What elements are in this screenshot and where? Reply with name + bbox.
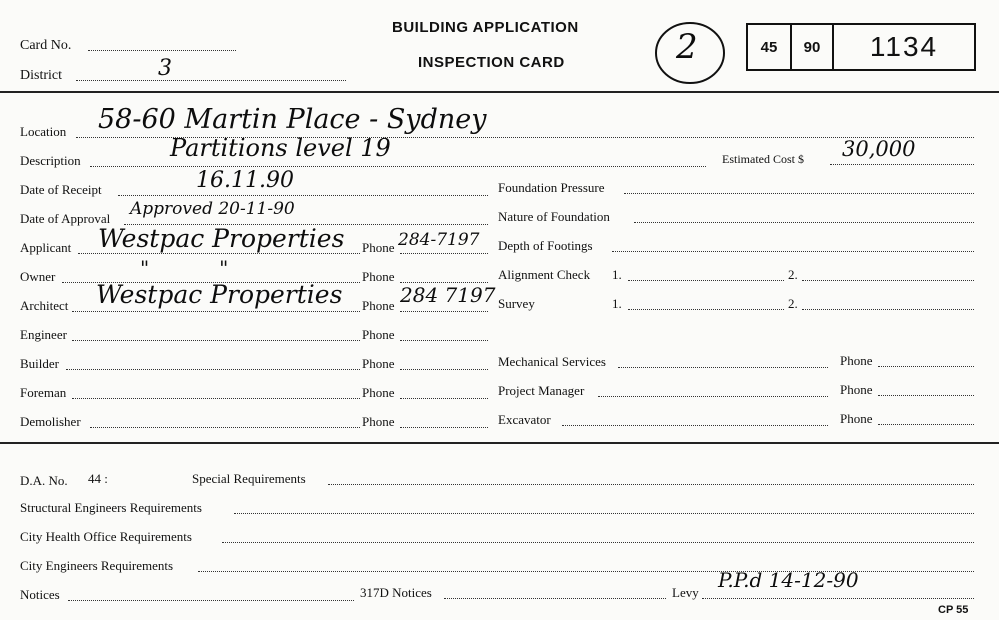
estimated-cost-label: Estimated Cost $ — [722, 152, 804, 166]
demolisher-field[interactable] — [90, 427, 360, 428]
ref-cell-3: 1134 — [869, 31, 939, 62]
description-value: Partitions level 19 — [170, 134, 391, 162]
foreman-phone-label: Phone — [362, 385, 395, 400]
district-value: 3 — [158, 56, 172, 81]
applicant-phone-field[interactable] — [400, 253, 488, 254]
applicant-phone-label: Phone — [362, 240, 395, 255]
demolisher-phone-field[interactable] — [400, 427, 488, 428]
levy-field[interactable] — [702, 598, 974, 599]
survey-num-1: 1. — [612, 296, 622, 311]
mechanical-services-phone-field[interactable] — [878, 366, 974, 367]
header-divider — [0, 91, 999, 93]
engineer-field[interactable] — [72, 340, 360, 341]
builder-phone-field[interactable] — [400, 369, 488, 370]
excavator-phone-field[interactable] — [878, 424, 974, 425]
survey-field-2[interactable] — [802, 309, 974, 310]
ref-cell-2: 90 — [792, 25, 834, 69]
special-requirements-label: Special Requirements — [192, 471, 306, 486]
builder-field[interactable] — [66, 369, 360, 370]
district-label: District — [20, 68, 62, 83]
form-title-line2: INSPECTION CARD — [418, 54, 565, 71]
applicant-label: Applicant — [20, 240, 72, 255]
date-of-receipt-field[interactable] — [118, 195, 488, 196]
estimated-cost-field[interactable] — [830, 164, 974, 165]
notices-317d-label: 317D Notices — [360, 585, 432, 600]
mechanical-services-label: Mechanical Services — [498, 354, 606, 369]
date-of-approval-value: Approved 20-11-90 — [130, 199, 295, 219]
foreman-label: Foreman — [20, 385, 67, 400]
foreman-phone-field[interactable] — [400, 398, 488, 399]
notices-label: Notices — [20, 587, 60, 602]
architect-phone-field[interactable] — [400, 311, 488, 312]
circled-number-stamp — [650, 16, 730, 88]
nature-of-foundation-label: Nature of Foundation — [498, 209, 610, 224]
notices-317d-field[interactable] — [444, 598, 666, 599]
excavator-field[interactable] — [562, 425, 828, 426]
alignment-check-num-1: 1. — [612, 267, 622, 282]
structural-engineers-label: Structural Engineers Requirements — [20, 500, 202, 515]
excavator-label: Excavator — [498, 412, 551, 427]
estimated-cost-value: 30,000 — [842, 137, 916, 161]
foreman-field[interactable] — [72, 398, 360, 399]
architect-value: Westpac Properties — [96, 280, 343, 309]
reference-box — [746, 23, 976, 71]
builder-phone-label: Phone — [362, 356, 395, 371]
architect-label: Architect — [20, 298, 69, 313]
notices-field[interactable] — [68, 600, 354, 601]
applicant-value: Westpac Properties — [98, 224, 345, 253]
foundation-pressure-field[interactable] — [624, 193, 974, 194]
nature-of-foundation-field[interactable] — [634, 222, 974, 223]
demolisher-phone-label: Phone — [362, 414, 395, 429]
da-no-value: 44 : — [88, 471, 108, 486]
location-value: 58-60 Martin Place - Sydney — [98, 104, 487, 135]
engineer-label: Engineer — [20, 327, 67, 342]
survey-field-1[interactable] — [628, 309, 784, 310]
levy-label: Levy — [672, 585, 699, 600]
description-field[interactable] — [90, 166, 706, 167]
description-label: Description — [20, 153, 81, 168]
city-health-field[interactable] — [222, 542, 974, 543]
special-requirements-field[interactable] — [328, 484, 974, 485]
survey-label: Survey — [498, 296, 535, 311]
location-label: Location — [20, 124, 67, 139]
engineer-phone-field[interactable] — [400, 340, 488, 341]
foundation-pressure-label: Foundation Pressure — [498, 180, 605, 195]
survey-num-2: 2. — [788, 296, 798, 311]
alignment-check-field-2[interactable] — [802, 280, 974, 281]
city-engineers-label: City Engineers Requirements — [20, 558, 174, 573]
ref-cell-1: 45 — [748, 25, 792, 69]
mechanical-services-phone-label: Phone — [840, 353, 873, 368]
form-title-line1: BUILDING APPLICATION — [392, 19, 579, 36]
owner-label: Owner — [20, 269, 56, 284]
card-no-label: Card No. — [20, 38, 72, 53]
alignment-check-field-1[interactable] — [628, 280, 784, 281]
builder-label: Builder — [20, 356, 59, 371]
architect-field[interactable] — [72, 311, 360, 312]
applicant-phone-value: 284-7197 — [398, 230, 480, 250]
section-divider — [0, 442, 999, 444]
architect-phone-value: 284 7197 — [400, 283, 496, 307]
card-no-field[interactable] — [88, 50, 236, 51]
excavator-phone-label: Phone — [840, 411, 873, 426]
depth-of-footings-label: Depth of Footings — [498, 238, 593, 253]
city-health-label: City Health Office Requirements — [20, 529, 192, 544]
alignment-check-label: Alignment Check — [498, 267, 591, 282]
date-of-approval-label: Date of Approval — [20, 211, 111, 226]
project-manager-label: Project Manager — [498, 383, 585, 398]
engineer-phone-label: Phone — [362, 327, 395, 342]
date-of-receipt-value: 16.11.90 — [196, 168, 294, 193]
district-field[interactable] — [76, 80, 346, 81]
circled-number-value: 2 — [676, 27, 698, 67]
architect-phone-label: Phone — [362, 298, 395, 313]
project-manager-phone-field[interactable] — [878, 395, 974, 396]
owner-value: " " — [140, 256, 229, 280]
demolisher-label: Demolisher — [20, 414, 81, 429]
applicant-field[interactable] — [78, 253, 360, 254]
project-manager-phone-label: Phone — [840, 382, 873, 397]
date-of-receipt-label: Date of Receipt — [20, 182, 102, 197]
da-no-label: D.A. No. — [20, 473, 68, 488]
levy-value: P.P.d 14-12-90 — [718, 568, 859, 592]
owner-phone-label: Phone — [362, 269, 395, 284]
structural-engineers-field[interactable] — [234, 513, 974, 514]
form-code: CP 55 — [938, 604, 969, 616]
depth-of-footings-field[interactable] — [612, 251, 974, 252]
alignment-check-num-2: 2. — [788, 267, 798, 282]
mechanical-services-field[interactable] — [618, 367, 828, 368]
project-manager-field[interactable] — [598, 396, 828, 397]
